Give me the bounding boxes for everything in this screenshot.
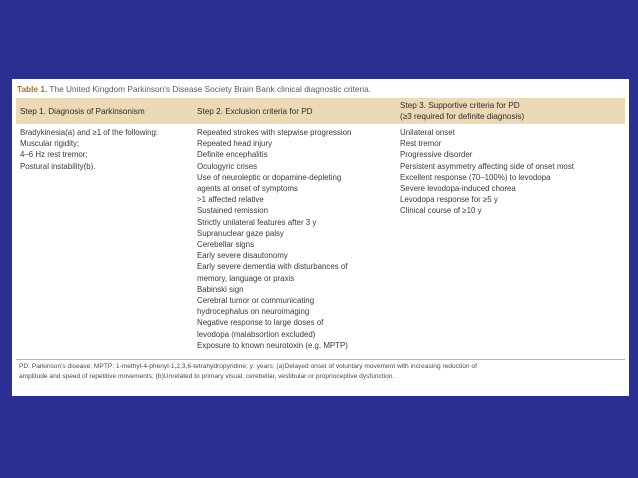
- header-step3: [400, 100, 524, 126]
- list-item: Cerebellar signs: [197, 240, 255, 250]
- list-item: Exposure to known neurotoxin (e.g. MPTP): [197, 340, 348, 350]
- header-step3-line1: Step 3. Supportive criteria for PD: [400, 101, 520, 110]
- table-body: [16, 124, 625, 360]
- table-caption: [16, 83, 625, 95]
- criteria-table-card: [12, 79, 629, 396]
- list-item: Progressive disorder: [400, 150, 473, 160]
- list-item: Cerebral tumor or communicating: [197, 296, 315, 306]
- header-step3-line2: (≥3 required for definite diagnosis): [400, 112, 525, 121]
- footnote-line: PD: Parkinson's disease; MPTP: 1-methyl-4-phenyl-1,2,3,6-tetrahydropyridine; y: years; (a)Delayed onset of voluntary movement with increasing reduction of: [19, 363, 477, 370]
- list-item: Rest tremor: [400, 139, 442, 149]
- list-item: agents at onset of symptoms: [197, 184, 298, 194]
- list-item: Bradykinesia(a) and ≥1 of the following:: [20, 128, 159, 137]
- list-item: Excellent response (70–100%) to levodopa: [400, 172, 551, 182]
- table-header-row: [16, 98, 625, 124]
- step1-column: [20, 127, 192, 172]
- list-item: Unilateral onset: [400, 128, 455, 137]
- list-item: Negative response to large doses of: [197, 318, 324, 328]
- header-step2: Step 2. Exclusion criteria for PD: [197, 106, 313, 116]
- list-item: Clinical course of ≥10 y: [400, 206, 482, 216]
- table-footnote: [16, 360, 625, 382]
- list-item: Severe levodopa-induced chorea: [400, 184, 516, 194]
- list-item: hydrocephalus on neuroimaging: [197, 307, 310, 317]
- list-item: Early severe dementia with disturbances of: [197, 262, 348, 272]
- step2-column: [197, 127, 395, 351]
- list-item: Repeated head injury: [197, 139, 273, 149]
- list-item: Babinski sign: [197, 284, 244, 294]
- list-item: Sustained remission: [197, 206, 269, 216]
- list-item: Levodopa response for ≥5 y: [400, 195, 498, 205]
- list-item: levodopa (malabsortion excluded): [197, 329, 316, 339]
- list-item: Oculogyric crises: [197, 161, 258, 171]
- list-item: 4–6 Hz rest tremor;: [20, 150, 88, 160]
- list-item: Postural instability(b).: [20, 161, 96, 171]
- table-label: Table 1.: [17, 84, 48, 94]
- list-item: Early severe disautonomy: [197, 251, 288, 261]
- header-step1: Step 1. Diagnosis of Parkinsonism: [20, 106, 145, 116]
- list-item: Use of neuroleptic or dopamine-depleting: [197, 172, 342, 182]
- list-item: Supranuclear gaze palsy: [197, 228, 284, 238]
- footnote-line: amplitude and speed of repetitive movements; (b)Unrelated to primary visual, cerebellar, vestibular or proprioceptive dysfunction.: [19, 373, 395, 380]
- table-title: The United Kingdom Parkinson's Disease Society Brain Bank clinical diagnostic criteria.: [47, 84, 372, 94]
- list-item: >1 affected relative: [197, 195, 264, 205]
- step3-column: [400, 127, 628, 217]
- list-item: Repeated strokes with stepwise progression: [197, 128, 352, 137]
- list-item: Strictly unilateral features after 3 y: [197, 217, 317, 227]
- list-item: memory, language or praxis: [197, 273, 295, 283]
- list-item: Muscular rigidity;: [20, 139, 80, 149]
- list-item: Definite encephalitis: [197, 150, 268, 160]
- list-item: Persistent asymmetry affecting side of onset most: [400, 161, 574, 171]
